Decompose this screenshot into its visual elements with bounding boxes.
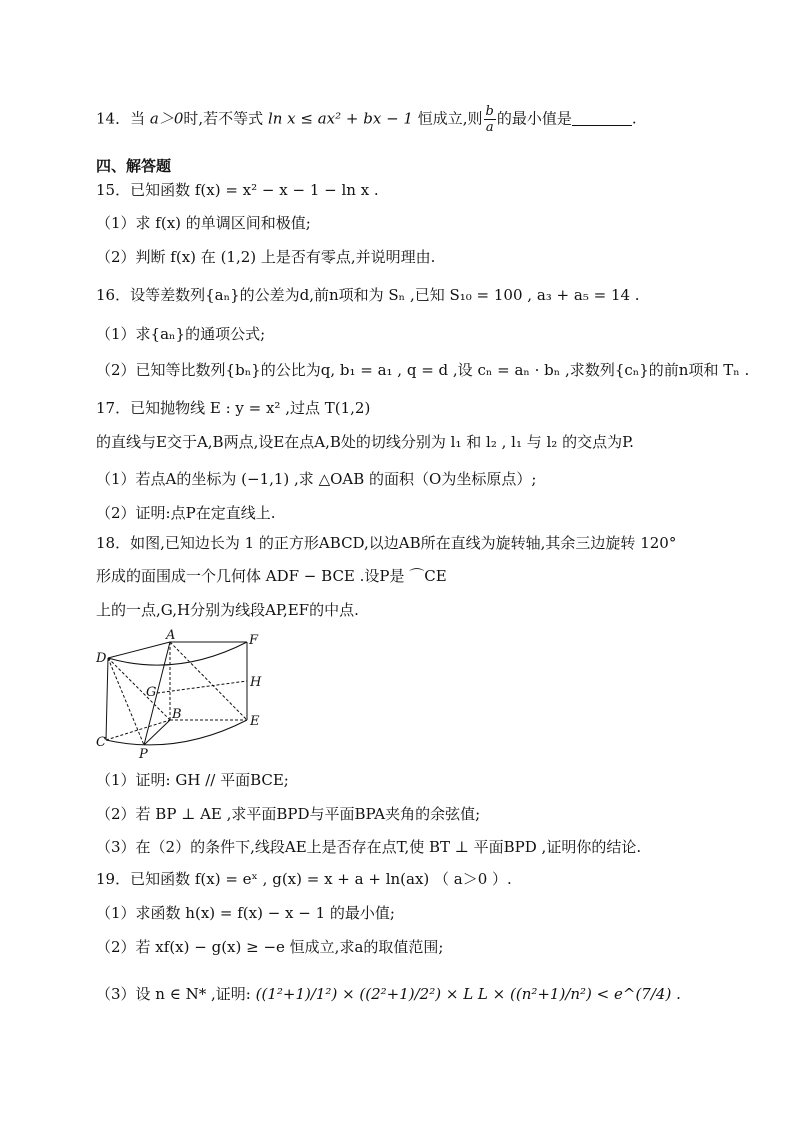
arc-CE bbox=[106, 720, 247, 745]
q18-part1: （1）证明: GH // 平面BCE; bbox=[96, 771, 289, 789]
q17-stem-cont: 的直线与E交于A,B两点,设E在点A,B处的切线分别为 l₁ 和 l₂ , l₁ 与 l₂ 的交点为P. bbox=[96, 433, 634, 451]
q18-stem-cont: 形成的面围成一个几何体 ADF − BCE .设P是 ⌒CE bbox=[96, 567, 447, 585]
label-F: F bbox=[249, 633, 259, 648]
label-B: B bbox=[172, 707, 182, 722]
q19-product-expression: ((1²+1)/1²) × ((2²+1)/2²) × L L × ((n²+1)/n²) < e^(7/4) . bbox=[255, 985, 681, 1003]
q18-stem-cont2: 上的一点,G,H分别为线段AP,EF的中点. bbox=[96, 601, 359, 619]
q15-part2: （2）判断 f(x) 在 (1,2) 上是否有零点,并说明理由. bbox=[96, 248, 436, 266]
q16-stem: 16．设等差数列{aₙ}的公差为d,前n项和为 Sₙ ,已知 S₁₀ = 100 , a₃ + a₅ = 14 . bbox=[96, 286, 640, 304]
geometry-figure bbox=[92, 628, 272, 760]
label-H: H bbox=[250, 675, 262, 690]
q19-stem: 19．已知函数 f(x) = eˣ , g(x) = x + a + ln(ax) （ a＞0 ）. bbox=[96, 870, 512, 888]
fraction-b-over-a: $\frac{b}{a}$ bbox=[485, 104, 494, 135]
label-D: D bbox=[96, 651, 107, 666]
label-C: C bbox=[96, 735, 106, 750]
answer-blank bbox=[572, 111, 632, 126]
q14-number: 14． bbox=[96, 109, 131, 128]
q16-part2: （2）已知等比数列{bₙ}的公比为q, b₁ = a₁ , q = d ,设 cₙ = aₙ · bₙ ,求数列{cₙ}的前n项和 Tₙ . bbox=[96, 361, 750, 379]
q15-stem: 15．已知函数 f(x) = x² − x − 1 − ln x . bbox=[96, 181, 379, 199]
q18-stem: 18．如图,已知边长为 1 的正方形ABCD,以边AB所在直线为旋转轴,其余三边旋转 120° bbox=[96, 534, 677, 552]
edge-DC bbox=[106, 658, 108, 740]
seg-DP bbox=[108, 658, 144, 745]
q19-part2: （2）若 xf(x) − g(x) ≥ −e 恒成立,求a的取值范围; bbox=[96, 938, 444, 956]
label-A: A bbox=[166, 628, 176, 643]
q17-part2: （2）证明:点P在定直线上. bbox=[96, 504, 276, 522]
q16-part1: （1）求{aₙ}的通项公式; bbox=[96, 325, 266, 343]
label-G: G bbox=[146, 685, 157, 700]
q19-part1: （1）求函数 h(x) = f(x) − x − 1 的最小值; bbox=[96, 904, 395, 922]
q17-stem: 17．已知抛物线 E : y = x² ,过点 T(1,2) bbox=[96, 399, 371, 417]
q14-line: 14．当 a＞0时,若不等式 ln x ≤ ax² + bx − 1 恒成立,则 $\frac{b}{a}$ 的最小值是 . bbox=[96, 104, 637, 135]
q17-part1: （1）若点A的坐标为 (−1,1) ,求 △OAB 的面积（O为坐标原点）; bbox=[96, 470, 537, 488]
q18-part3: （3）在（2）的条件下,线段AE上是否存在点T,使 BT ⊥ 平面BPD ,证明你的结论. bbox=[96, 838, 642, 856]
q15-part1: （1）求 f(x) 的单调区间和极值; bbox=[96, 214, 311, 232]
section-title: 四、解答题 bbox=[96, 157, 172, 175]
seg-DB bbox=[108, 658, 170, 720]
label-E: E bbox=[250, 714, 260, 729]
edge-DA bbox=[108, 642, 170, 658]
q19-part3: （3）设 n ∈ N* ,证明: ((1²+1)/1²) × ((2²+1)/2²) × L L × ((n²+1)/n²) < e^(7/4) . bbox=[96, 985, 681, 1003]
q18-part2: （2）若 BP ⊥ AE ,求平面BPD与平面BPA夹角的余弦值; bbox=[96, 805, 481, 823]
q14-inequality: ln x ≤ ax² + bx − 1 bbox=[267, 109, 413, 128]
seg-BP bbox=[144, 720, 170, 745]
arc-DF bbox=[108, 642, 247, 665]
label-P: P bbox=[139, 747, 148, 760]
